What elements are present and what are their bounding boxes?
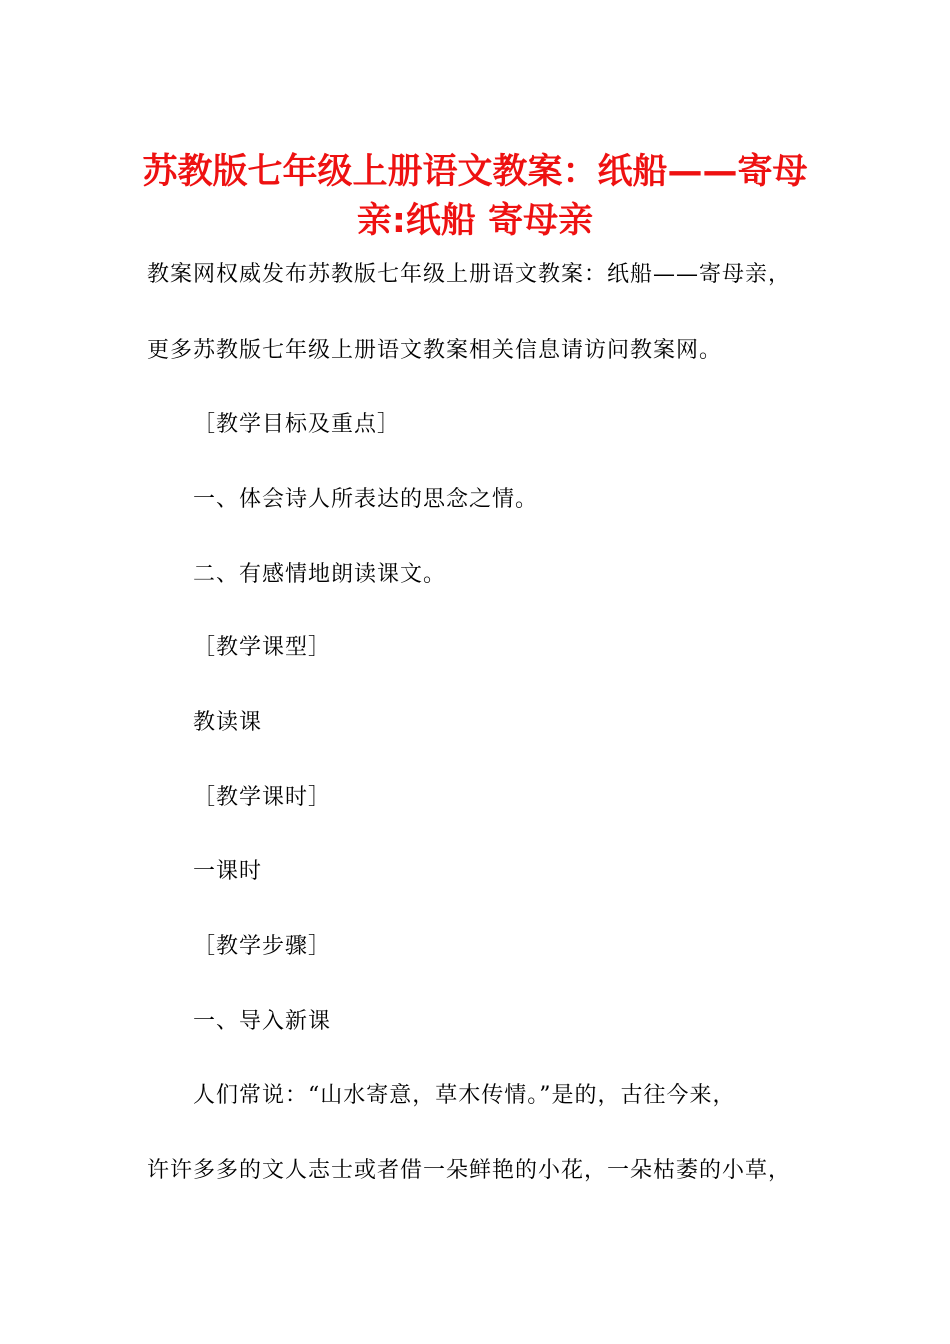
paragraph-line: 许许多多的文人志士或者借一朵鲜艳的小花，一朵枯萎的小草，: [147, 1158, 792, 1183]
section-heading: ［教学步骤］: [193, 934, 332, 959]
paragraph-line: 一课时: [193, 859, 263, 884]
paragraph-line: 人们常说：“山水寄意，草木传情。”是的，古往今来，: [193, 1083, 736, 1108]
paragraph-line: 一、体会诗人所表达的思念之情。: [193, 487, 539, 512]
paragraph-line: 二、有感情地朗读课文。: [193, 562, 447, 587]
document-title-line-1: 苏教版七年级上册语文教案：纸船——寄母: [142, 152, 808, 192]
document-title-line-2: 亲:纸船 寄母亲: [356, 201, 594, 241]
paragraph-line: 教案网权威发布苏教版七年级上册语文教案：纸船——寄母亲，: [147, 262, 792, 287]
section-heading: ［教学课时］: [193, 785, 332, 810]
paragraph-line: 教读课: [193, 710, 263, 735]
section-heading: ［教学目标及重点］: [193, 412, 401, 437]
section-heading: ［教学课型］: [193, 635, 332, 660]
paragraph-line: 一、导入新课: [193, 1009, 332, 1034]
paragraph-line: 更多苏教版七年级上册语文教案相关信息请访问教案网。: [147, 338, 723, 363]
